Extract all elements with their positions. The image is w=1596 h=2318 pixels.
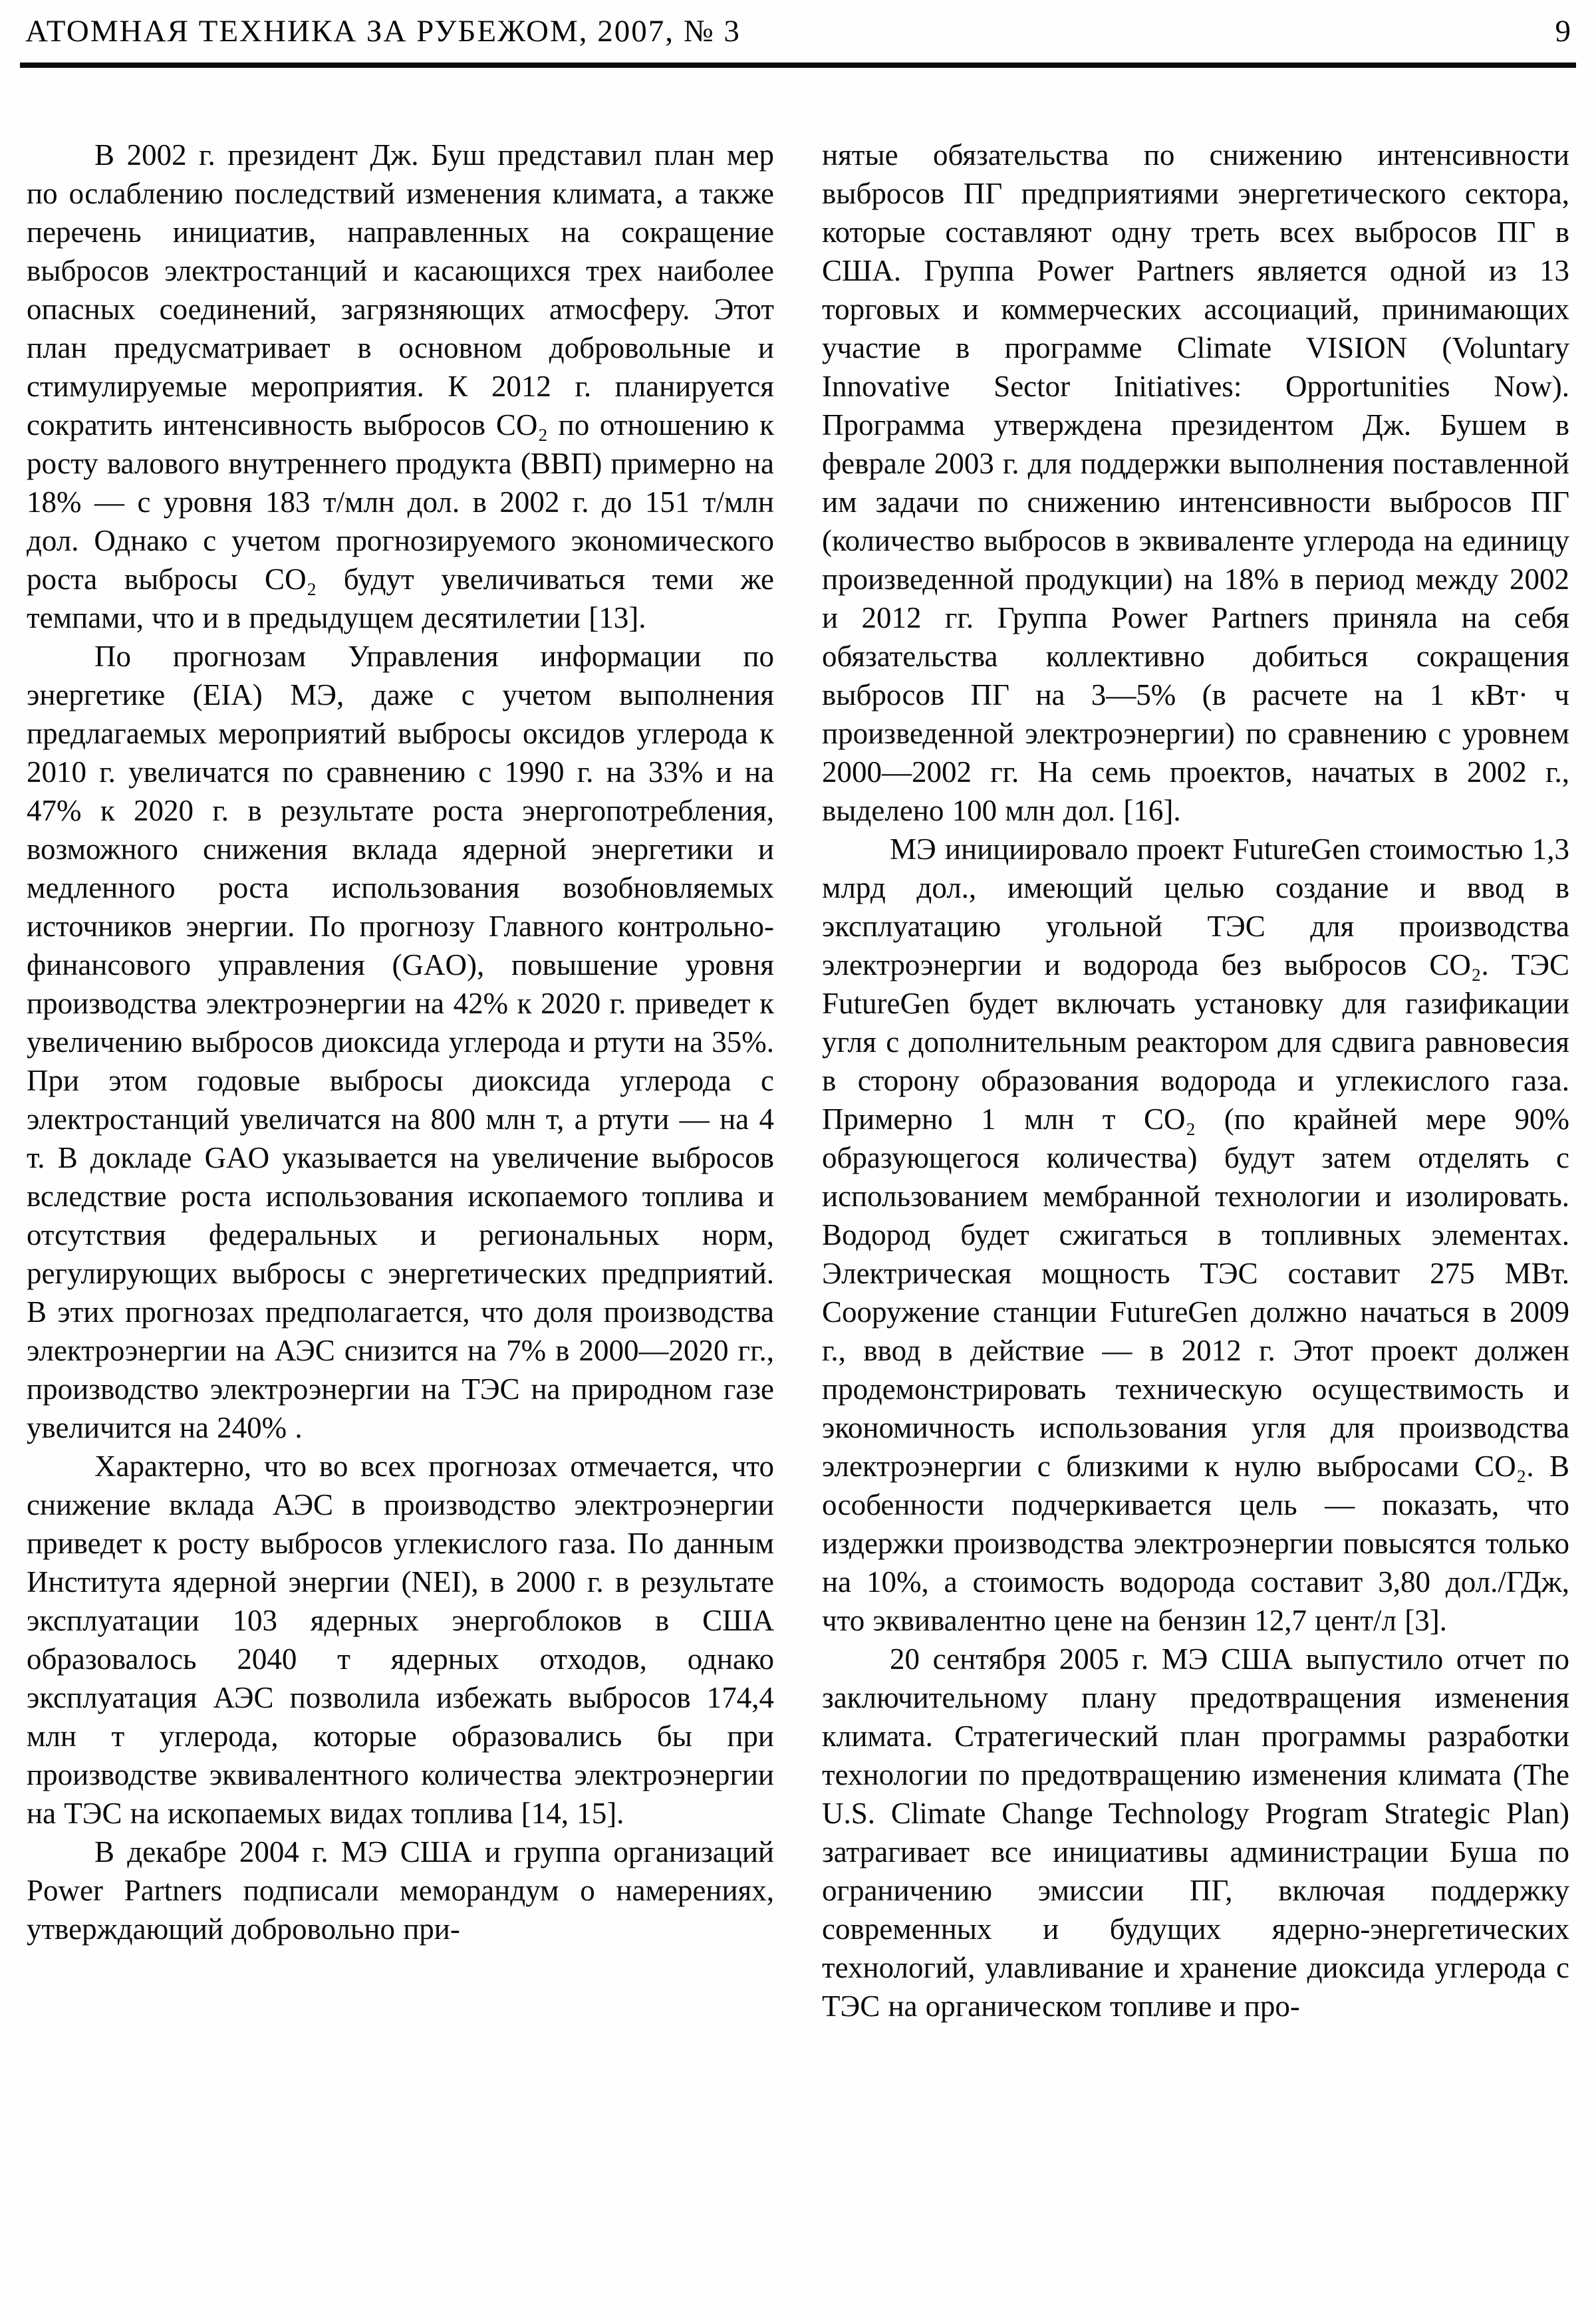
paragraph: нятые обязательства по снижению интенсивности выбросов ПГ предприятиями энергетического сектора, которые составляют одну треть всех выбросов ПГ в США. Группа Power Partners является одной из 13 торговых и коммерческих ассоциаций, принимающих участие в программе Climate VISION (Voluntary Innovative Sector Initiatives: Opportunities Now). Программа утверждена президентом Дж. Бушем в феврале 2003 г. для поддержки выполнения поставленной им задачи по снижению интенсивности выбросов ПГ (количество выбросов в эквиваленте углерода на единицу произведенной продукции) на 18% в период между 2002 и 2012 гг. Группа Power Partners приняла на себя обязательства коллективно добиться сокращения выбросов ПГ на 3—5% (в расчете на 1 кВт· ч произведенной электроэнергии) по сравнению с уровнем 2000—2002 гг. На семь проектов, начатых в 2002 г., выделено 100 млн дол. [16].	[822, 138, 1569, 827]
header-divider-rule	[20, 63, 1576, 68]
paragraph: 20 сентября 2005 г. МЭ США выпустило отчет по заключительному плану предотвращения изменения климата. Стратегический план программы разработки технологии по предотвращению изменения климата (The U.S. Climate Change Technology Program Strategic Plan) затрагивает все инициативы администрации Буша по ограничению эмиссии ПГ, включая поддержку современных и будущих ядерно-энергетических технологий, улавливание и хранение диоксида углерода с ТЭС на органическом топливе и про-	[822, 1642, 1569, 2023]
right-column	[822, 136, 1569, 2298]
page-header	[25, 13, 1571, 49]
paragraph: МЭ инициировало проект FutureGen стоимостью 1,3 млрд дол., имеющий целью создание и ввод в эксплуатацию угольной ТЭС для производства электроэнергии и водорода без выбросов CO₂. ТЭС FutureGen будет включать установку для газификации угля с дополнительным реактором для сдвига равновесия в сторону образования водорода и углекислого газа. Примерно 1 млн т CO₂ (по крайней мере 90% образующегося количества) будут затем отделять с использованием мембранной технологии и изолировать. Водород будет сжигаться в топливных элементах. Электрическая мощность ТЭС составит 275 МВт. Сооружение станции FutureGen должно начаться в 2009 г., ввод в действие — в 2012 г. Этот проект должен продемонстрировать техническую осуществимость и экономичность использования угля для производства электроэнергии с близкими к нулю выбросами CO₂. В особенности подчеркивается цель — показать, что издержки производства электроэнергии повысятся только на 10%, а стоимость водорода составит 3,80 дол./ГДж, что эквивалентно цене на бензин 12,7 цент/л [3].	[822, 833, 1569, 1637]
paragraph: В декабре 2004 г. МЭ США и группа организаций Power Partners подписали меморандум о намерениях, утверждающий добровольно при-	[27, 1835, 774, 1946]
text-columns	[27, 136, 1569, 2298]
journal-title: АТОМНАЯ ТЕХНИКА ЗА РУБЕЖОМ, 2007, № 3	[25, 14, 741, 49]
page-number: 9	[1555, 14, 1571, 49]
left-column	[27, 136, 774, 2298]
paragraph: По прогнозам Управления информации по энергетике (EIA) МЭ, даже с учетом выполнения предлагаемых мероприятий выбросы оксидов углерода к 2010 г. увеличатся по сравнению с 1990 г. на 33% и на 47% к 2020 г. в результате роста энергопотребления, возможного снижения вклада ядерной энергетики и медленного роста использования возобновляемых источников энергии. По прогнозу Главного контрольно-финансового управления (GAO), повышение уровня производства электроэнергии на 42% к 2020 г. приведет к увеличению выбросов диоксида углерода и ртути на 35%. При этом годовые выбросы диоксида углерода с электростанций увеличатся на 800 млн т, а ртути — на 4 т. В докладе GAO указывается на увеличение выбросов вследствие роста использования ископаемого топлива и отсутствия федеральных и региональных норм, регулирующих выбросы с энергетических предприятий. В этих прогнозах предполагается, что доля производства электроэнергии на АЭС снизится на 7% в 2000—2020 гг., производство электроэнергии на ТЭС на природном газе увеличится на 240% .	[27, 640, 774, 1444]
paragraph: Характерно, что во всех прогнозах отмечается, что снижение вклада АЭС в производство электроэнергии приведет к росту выбросов углекислого газа. По данным Института ядерной энергии (NEI), в 2000 г. в результате эксплуатации 103 ядерных энергоблоков в США образовалось 2040 т ядерных отходов, однако эксплуатация АЭС позволила избежать выбросов 174,4 млн т углерода, которые образовались бы при производстве эквивалентного количества электроэнергии на ТЭС на ископаемых видах топлива [14, 15].	[27, 1450, 774, 1830]
paragraph: В 2002 г. президент Дж. Буш представил план мер по ослаблению последствий изменения климата, а также перечень инициатив, направленных на сокращение выбросов электростанций и касающихся трех наиболее опасных соединений, загрязняющих атмосферу. Этот план предусматривает в основном добровольные и стимулируемые мероприятия. К 2012 г. планируется сократить интенсивность выбросов CO₂ по отношению к росту валового внутреннего продукта (ВВП) примерно на 18% — с уровня 183 т/млн дол. в 2002 г. до 151 т/млн дол. Однако с учетом прогнозируемого экономического роста выбросы CO₂ будут увеличиваться теми же темпами, что и в предыдущем десятилетии [13].	[27, 138, 774, 634]
